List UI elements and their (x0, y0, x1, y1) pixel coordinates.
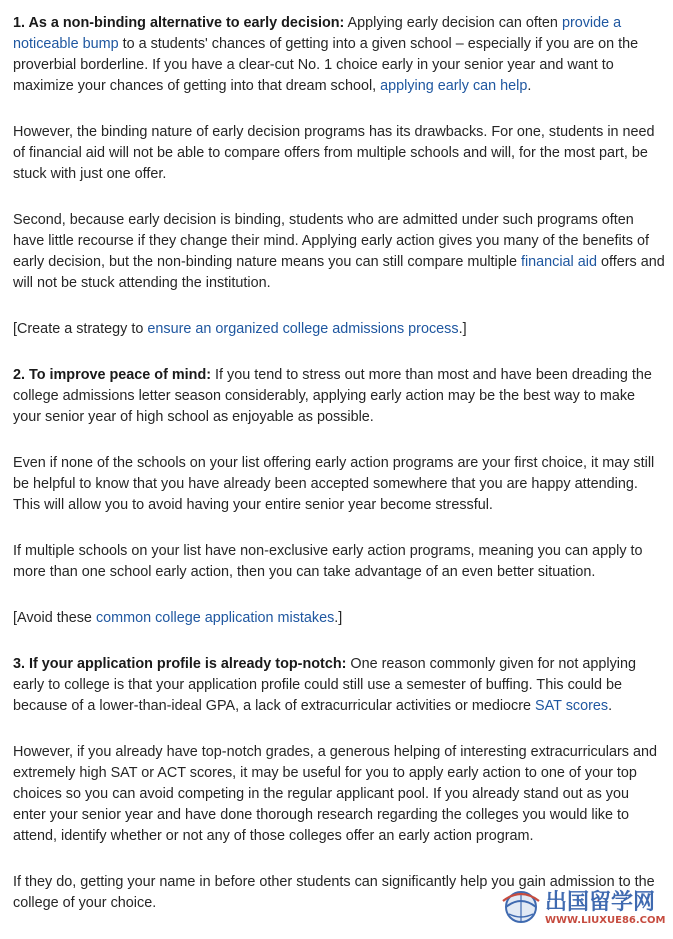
paragraph-6 (13, 453, 665, 516)
provide-bump-link[interactable]: provide a noticeable bump (13, 15, 622, 52)
text: If multiple schools on your list have non-exclusive early action programs, meaning you can apply to more than one school early action, then you can take advantage of an even better situation. (13, 543, 643, 580)
paragraph-1 (13, 13, 665, 97)
organized-admissions-link[interactable]: ensure an organized college admissions process (147, 321, 459, 337)
paragraph-5 (13, 365, 665, 428)
text: .] (334, 610, 343, 626)
text: If you tend to stress out more than most and have been dreading the college admissions letter season considerably, applying early action may be the best way to make your senior year of high school as enjoyable as possible. (13, 367, 652, 425)
text: .] (458, 321, 467, 337)
globe-logo-icon (501, 887, 541, 932)
watermark-text (545, 891, 665, 927)
text: . (608, 698, 613, 714)
application-mistakes-link[interactable]: common college application mistakes (95, 610, 335, 626)
watermark-title: 出国留学网 (545, 890, 656, 915)
text: . (527, 78, 532, 94)
article-body (13, 13, 665, 939)
watermark-url: WWW.LIUXUE86.COM (545, 915, 666, 926)
paragraph-10 (13, 742, 665, 847)
point-1-heading: 1. As a non-binding alternative to early decision: (13, 15, 345, 31)
paragraph-3 (13, 210, 665, 294)
text: Applying early decision can often (344, 15, 562, 31)
point-3-heading: 3. If your application profile is already top-notch: (13, 656, 347, 672)
text: offers and will not be stuck attending the institution. (13, 254, 665, 291)
text: Second, because early decision is binding, students who are admitted under such programs often have little recourse if they change their mind. Applying early action gives you many of the benefits of early decision, but the non-binding nature means you can still compare multiple (13, 212, 649, 270)
paragraph-2 (13, 122, 665, 185)
text: [Avoid these (13, 610, 96, 626)
site-watermark (501, 888, 669, 930)
text: One reason commonly given for not applying early to college is that your application profile could still use a semester of buffing. This could be because of a lower-than-ideal GPA, a lack of extracurricular activities or mediocre (13, 656, 637, 714)
sat-scores-link[interactable]: SAT scores (535, 698, 609, 714)
paragraph-8 (13, 608, 665, 629)
point-2-heading: 2. To improve peace of mind: (13, 367, 212, 383)
financial-aid-link[interactable]: financial aid (520, 254, 597, 270)
paragraph-7 (13, 541, 665, 583)
text: However, the binding nature of early decision programs has its drawbacks. For one, students in need of financial aid will not be able to compare offers from multiple schools and will, for the most part, be stuck with just one offer. (13, 124, 655, 182)
text: to a students' chances of getting into a given school – especially if you are on the proverbial borderline. If you have a clear-cut No. 1 choice early in your senior year and want to maximize your chances of getting into that dream school, (13, 36, 639, 94)
text: If they do, getting your name in before other students can significantly help you gain admission to the college of your choice. (13, 874, 655, 911)
text: Even if none of the schools on your list offering early action programs are your first choice, it may still be helpful to know that you have already been accepted somewhere that you are happy attending. This will allow you to avoid having your entire senior year become stressful. (13, 455, 655, 513)
paragraph-9 (13, 654, 665, 717)
text: [Create a strategy to (13, 321, 148, 337)
paragraph-4 (13, 319, 665, 340)
text: However, if you already have top-notch grades, a generous helping of interesting extracurriculars and extremely high SAT or ACT scores, it may be useful for you to apply early action to one of your top choices so you can avoid competing in the regular applicant pool. If you already stand out as you enter your senior year and have done thorough research regarding the colleges you would like to attend, identify whether or not any of those colleges offer an early action program. (13, 744, 657, 844)
applying-early-link[interactable]: applying early can help (380, 78, 528, 94)
